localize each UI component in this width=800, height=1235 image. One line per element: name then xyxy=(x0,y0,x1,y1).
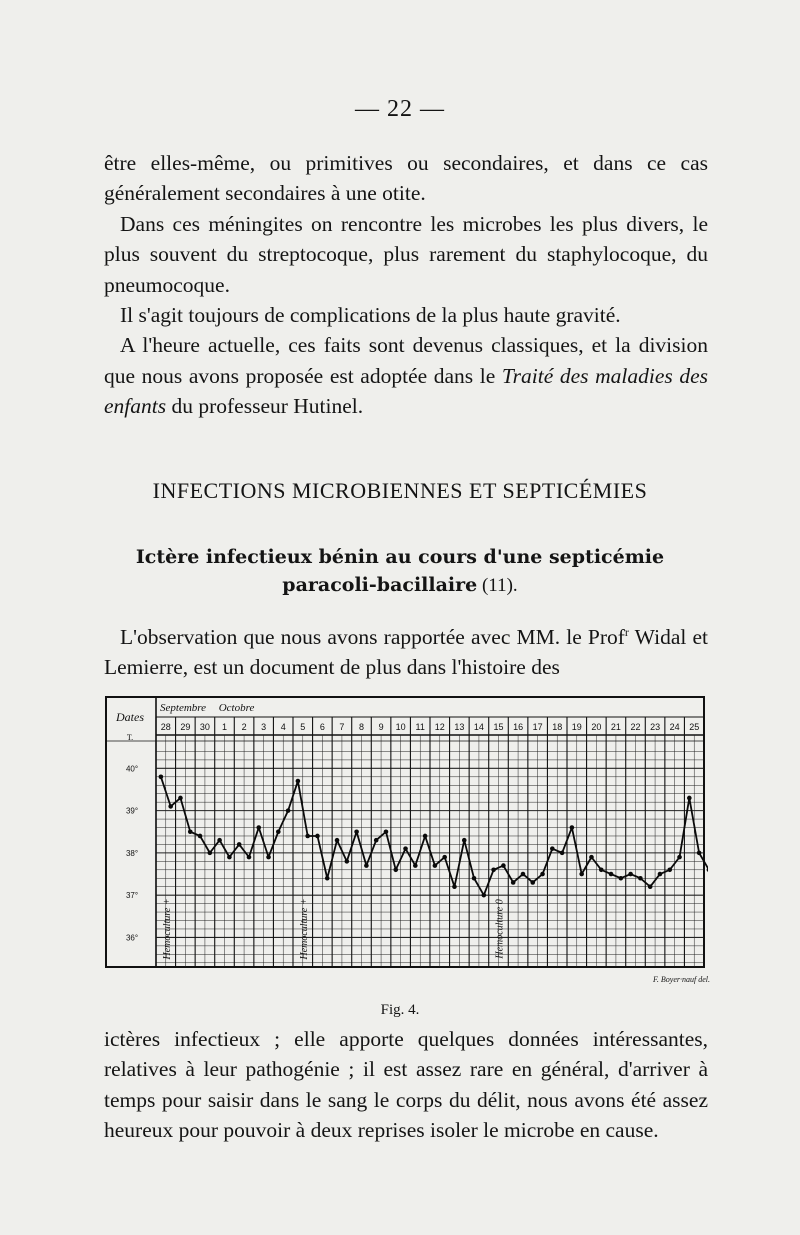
temperature-point xyxy=(393,867,398,872)
temperature-point xyxy=(501,863,506,868)
temperature-point xyxy=(550,846,555,851)
date-label: 19 xyxy=(571,722,582,732)
temperature-point xyxy=(658,872,663,877)
chart-frame xyxy=(106,697,704,967)
temperature-point xyxy=(237,842,242,847)
paragraph-2: Dans ces méningites on rencontre les microbes les plus divers, le plus souvent du streptocoque, plus rarement du staphylocoque, du pneumocoque. xyxy=(104,211,708,297)
date-label: 7 xyxy=(339,722,345,732)
date-label: 21 xyxy=(610,722,621,732)
observation-end: Widal et Lemierre, est un document de plus dans l'histoire des xyxy=(104,625,708,680)
date-label: 10 xyxy=(395,722,406,732)
date-label: 3 xyxy=(261,722,267,732)
subtitle-line-1: Ictère infectieux bénin au cours d'une septicémie xyxy=(135,546,665,568)
temperature-point xyxy=(227,855,232,860)
month-label: Octobre xyxy=(218,702,255,714)
temp-tick-label: 38° xyxy=(125,848,139,858)
temperature-point xyxy=(521,872,526,877)
professor-superscript: r xyxy=(624,625,629,639)
temperature-point xyxy=(452,884,457,889)
date-label: 11 xyxy=(415,722,425,732)
date-label: 29 xyxy=(180,722,191,732)
temperature-point xyxy=(217,838,222,843)
date-label: 30 xyxy=(199,722,210,732)
chart-row-label: Dates xyxy=(116,710,144,724)
temperature-point xyxy=(247,855,252,860)
date-label: 2 xyxy=(241,722,247,732)
date-label: 22 xyxy=(630,722,641,732)
month-label: Septembre xyxy=(160,702,207,714)
date-label: 14 xyxy=(473,722,484,732)
temperature-point xyxy=(374,838,379,843)
temp-tick-label: 40° xyxy=(125,764,139,774)
subtitle-reference: (11). xyxy=(477,575,518,596)
closing-paragraph: ictères infectieux ; elle apporte quelques données intéressantes, relatives à leur pathogénie ; il est assez rare en général, d'arriver à temps pour saisir dans le sang le corps du délit, nous avons été assez heureux pour pouvoir à deux reprises isoler le microbe en cause. xyxy=(104,1027,708,1143)
temperature-point xyxy=(354,829,359,834)
date-label: 17 xyxy=(532,722,543,732)
paragraph-1: être elles-même, ou primitives ou secondaires, et dans ce cas généralement secondaires à une otite. xyxy=(104,151,708,206)
temperature-point xyxy=(433,863,438,868)
temperature-point xyxy=(609,872,614,877)
temperature-point xyxy=(305,834,310,839)
temperature-point xyxy=(482,893,487,898)
paragraph-4-start: A l'heure actuelle, ces faits sont devenus classiques, et la division que nous avons proposée est adoptée dans le xyxy=(104,333,708,388)
temperature-chart-svg xyxy=(104,695,708,985)
hemoculture-annotation: Hemoculture + xyxy=(161,898,173,960)
temperature-point xyxy=(540,872,545,877)
date-label: 20 xyxy=(591,722,602,732)
temperature-point xyxy=(599,867,604,872)
temperature-point xyxy=(462,838,467,843)
temperature-point xyxy=(697,851,702,856)
closing-text xyxy=(104,1024,708,1146)
date-label: 16 xyxy=(513,722,524,732)
intro-text xyxy=(104,148,708,422)
temperature-point xyxy=(579,872,584,877)
paragraph-4 xyxy=(104,330,708,421)
temperature-chart xyxy=(104,695,708,985)
date-label: 4 xyxy=(280,722,286,732)
section-title: INFECTIONS MICROBIENNES ET SEPTICÉMIES xyxy=(152,478,648,503)
date-label: 18 xyxy=(552,722,563,732)
temperature-point xyxy=(403,846,408,851)
temperature-point xyxy=(256,825,261,830)
temperature-point xyxy=(677,855,682,860)
temperature-point xyxy=(296,779,301,784)
temperature-point xyxy=(276,829,281,834)
figure-caption: Fig. 4. xyxy=(380,1002,420,1018)
temperature-point xyxy=(364,863,369,868)
temp-tick-label: 39° xyxy=(125,806,139,816)
temperature-point xyxy=(384,829,389,834)
temperature-point xyxy=(648,884,653,889)
temperature-point xyxy=(345,859,350,864)
temperature-point xyxy=(423,834,428,839)
temperature-point xyxy=(619,876,624,881)
date-label: 8 xyxy=(358,722,365,732)
subtitle xyxy=(0,543,800,600)
paragraph-4-end: du professeur Hutinel. xyxy=(166,394,364,419)
subtitle-line-2-text: paracoli-bacillaire xyxy=(282,574,478,596)
temperature-point xyxy=(266,855,271,860)
temperature-point xyxy=(413,863,418,868)
temperature-point xyxy=(188,829,193,834)
temperature-point xyxy=(511,880,516,885)
temp-tick-label: 37° xyxy=(125,891,139,901)
temperature-point xyxy=(570,825,575,830)
date-label: 23 xyxy=(650,722,661,732)
date-label: 9 xyxy=(378,722,384,732)
temperature-point xyxy=(687,796,692,801)
temperature-point xyxy=(325,876,330,881)
temperature-point xyxy=(159,775,164,780)
temperature-point xyxy=(560,851,565,856)
date-label: 15 xyxy=(493,722,504,732)
temperature-point xyxy=(472,876,477,881)
observation-start: L'observation que nous avons rapportée avec MM. le Prof xyxy=(120,625,625,649)
temperature-point xyxy=(638,876,643,881)
chart-temp-label: T. xyxy=(126,733,134,742)
subtitle-line-2 xyxy=(0,571,800,600)
temperature-point xyxy=(208,851,213,856)
date-label: 13 xyxy=(454,722,465,732)
observation-text xyxy=(104,622,708,683)
temperature-point xyxy=(667,867,672,872)
treatise-title: Traité des maladies des enfants xyxy=(104,363,708,419)
date-label: 24 xyxy=(669,722,680,732)
date-label: 12 xyxy=(434,722,445,732)
temperature-point xyxy=(198,834,203,839)
temperature-point xyxy=(707,867,708,872)
date-label: 5 xyxy=(300,722,306,732)
temperature-point xyxy=(589,855,594,860)
observation-paragraph xyxy=(104,622,708,683)
temperature-point xyxy=(286,808,291,813)
page-number: — 22 — xyxy=(355,96,445,122)
hemoculture-annotation: Hemoculture 0 xyxy=(494,899,506,959)
date-label: 6 xyxy=(319,722,325,732)
hemoculture-annotation: Hemoculture + xyxy=(298,898,310,960)
temperature-point xyxy=(178,796,183,801)
date-label: 25 xyxy=(689,722,700,732)
temperature-point xyxy=(442,855,447,860)
date-label: 28 xyxy=(160,722,171,732)
temp-tick-label: 36° xyxy=(125,933,139,943)
paragraph-3: Il s'agit toujours de complications de la plus haute gravité. xyxy=(120,303,621,328)
temperature-point xyxy=(315,834,320,839)
temperature-point xyxy=(491,867,496,872)
temperature-point xyxy=(168,804,173,809)
engraver-signature: F. Boyer·nauf del. xyxy=(653,975,710,984)
temperature-point xyxy=(335,838,340,843)
date-label: 1 xyxy=(221,722,228,732)
temperature-point xyxy=(530,880,535,885)
temperature-point xyxy=(628,872,633,877)
